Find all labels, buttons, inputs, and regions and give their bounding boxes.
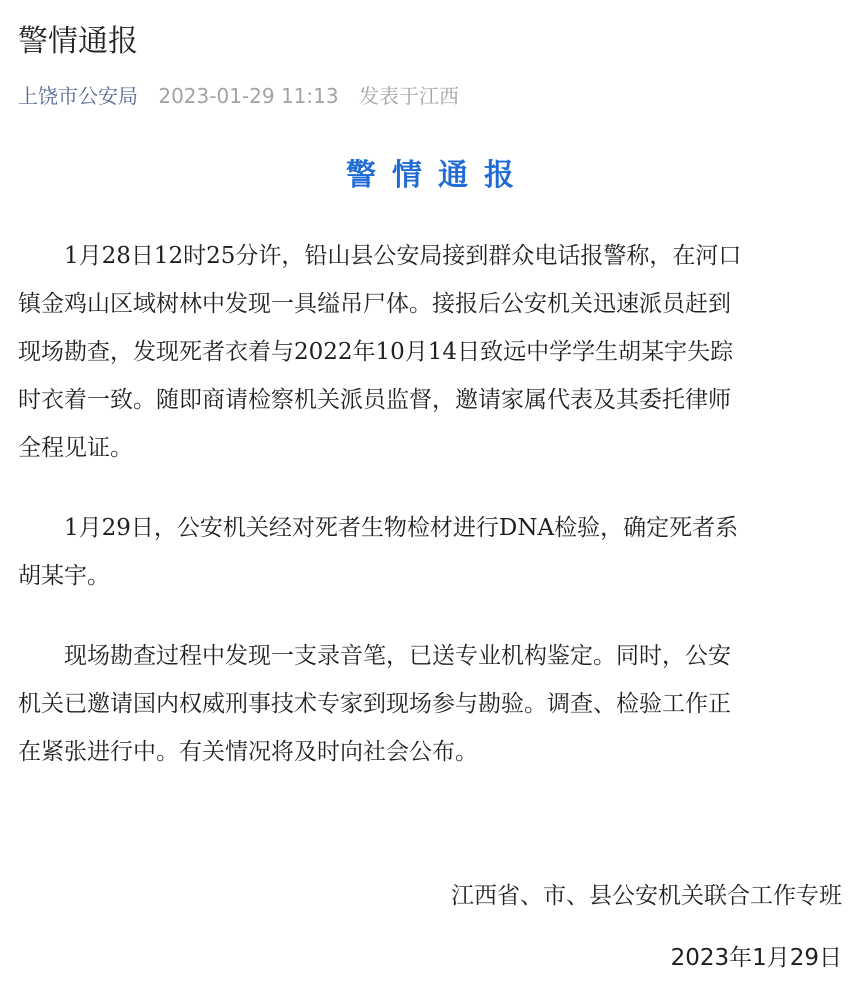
body-paragraph-2: 1月29日，公安机关经对死者生物检材进行DNA检验，确定死者系 胡某宇。	[18, 515, 739, 589]
signature-organization: 江西省、市、县公安机关联合工作专班	[451, 883, 842, 909]
publish-date: 2023-01-29 11:13	[158, 84, 339, 108]
body-paragraph-3: 现场勘查过程中发现一支录音笔，已送专业机构鉴定。同时，公安 机关已邀请国内权威刑事技术专家到现场参与勘验。调查、检验工作正 在紧张进行中。有关情况将及时向社会公布。	[18, 643, 731, 765]
article-title: 警情通报	[18, 24, 138, 59]
author-link[interactable]: 上饶市公安局	[18, 84, 138, 108]
body-paragraph-1: 1月28日12时25分许，铅山县公安局接到群众电话报警称，在河口 镇金鸡山区域树林中发现一具缢吊尸体。接报后公安机关迅速派员赶到 现场勘查，发现死者衣着与2022年10月14日致远中学学生胡某宇失踪 时衣着一致。随即商请检察机关派员监督，邀请家属代表及其委托律师 全程见证。	[18, 243, 742, 461]
article-meta	[18, 80, 459, 112]
notice-heading: 警情通报	[346, 158, 530, 193]
signature-date: 2023年1月29日	[670, 945, 842, 971]
publish-location: 发表于江西	[358, 84, 459, 108]
